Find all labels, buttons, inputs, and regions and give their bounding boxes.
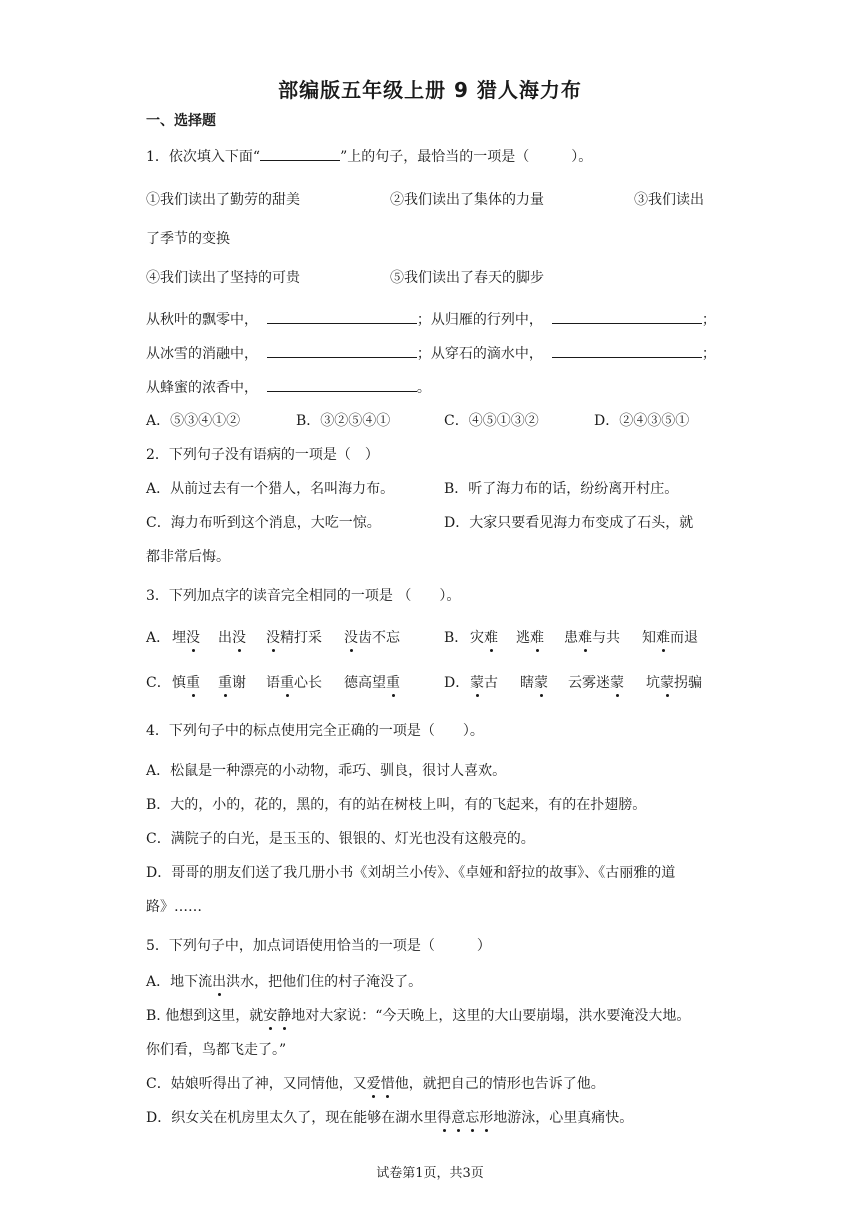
q2-option-d[interactable]: D．大家只要看见海力布变成了石头，就 xyxy=(444,515,694,531)
q4-option-b[interactable]: B．大的，小的，花的，黑的，有的站在树枝上叫，有的飞起来，有的在扑翅膀。 xyxy=(146,797,647,813)
option-label: A． xyxy=(146,630,171,646)
q4-option-a[interactable]: A．松鼠是一种漂亮的小动物，乖巧、驯良，很讨人喜欢。 xyxy=(146,763,507,779)
q5-option-a[interactable]: A．地下流出 洪水，把他们住的村子淹没了。 xyxy=(146,972,422,992)
answer-blank xyxy=(260,146,340,161)
dotted-char: 意 xyxy=(451,1110,465,1126)
q1-fill-line-3 xyxy=(146,377,431,398)
dotted-char: 重 xyxy=(218,675,232,691)
option-label: B． xyxy=(444,630,469,646)
word-item: 德高望重 xyxy=(344,673,400,693)
dotted-char: 难 xyxy=(578,630,592,646)
dotted-char: 蒙 xyxy=(534,675,548,691)
q1-option-d[interactable]: D．②④③⑤① xyxy=(594,413,690,429)
dotted-char: 蒙 xyxy=(610,675,624,691)
dotted-char: 重 xyxy=(280,675,294,691)
q1-option-c[interactable]: C．④⑤①③② xyxy=(444,413,539,429)
fill-text: ；从穿石的滴水中， xyxy=(416,346,543,362)
question-1-stem xyxy=(146,146,592,167)
fill-text: ；从归雁的行列中， xyxy=(416,312,543,328)
word-item: 灾难 xyxy=(470,628,498,648)
dotted-char: 重 xyxy=(386,675,400,691)
dotted-char: 没 xyxy=(266,630,280,646)
word-item: 患难 与共 xyxy=(564,628,620,648)
word-item: 出没 xyxy=(218,628,246,648)
question-3-stem: 3．下列加点字的读音完全相同的一项是 （ ）。 xyxy=(146,588,461,604)
q1-stem-part-a: 1．依次填入下面“ xyxy=(146,149,261,165)
word-item: 云雾迷蒙 xyxy=(568,673,624,693)
q1-fill-line-2 xyxy=(146,343,716,364)
dotted-char: 难 xyxy=(484,630,498,646)
q1-stem-part-b: ”上的句子，最恰当的一项是（ ）。 xyxy=(340,149,593,165)
word-item: 慎重 xyxy=(172,673,200,693)
fill-text: 从蜂蜜的浓香中， xyxy=(146,380,258,396)
fill-text: 从秋叶的飘零中， xyxy=(146,312,258,328)
answer-blank xyxy=(552,343,702,358)
q3-option-c[interactable] xyxy=(146,673,400,693)
q1-option-a[interactable]: A．⑤③④①② xyxy=(146,413,241,429)
word-item: 没 齿不忘 xyxy=(344,628,400,648)
word-item: 没 精打采 xyxy=(266,628,322,648)
option-label: C． xyxy=(146,675,171,691)
q3-option-d[interactable] xyxy=(444,673,702,693)
q1-statement-2: ②我们读出了集体的力量 xyxy=(390,192,544,208)
dotted-char: 没 xyxy=(186,630,200,646)
question-4-stem: 4．下列句子中的标点使用完全正确的一项是（ ）。 xyxy=(146,723,484,739)
q3-option-b[interactable] xyxy=(444,628,698,648)
answer-blank xyxy=(552,309,702,324)
q4-option-d[interactable]: D．哥哥的朋友们送了我几册小书《刘胡兰小传》、《卓娅和舒拉的故事》、《古丽雅的道 xyxy=(146,865,676,881)
question-5-stem: 5．下列句子中，加点词语使用恰当的一项是（ ） xyxy=(146,938,491,954)
q1-statement-5: ⑤我们读出了春天的脚步 xyxy=(390,270,544,286)
q1-statement-4: ④我们读出了坚持的可贵 xyxy=(146,270,300,286)
section-heading: 一、选择题 xyxy=(146,113,216,129)
dotted-char: 蒙 xyxy=(470,675,484,691)
q3-option-a[interactable] xyxy=(146,628,400,648)
word-item: 重 谢 xyxy=(218,673,246,693)
dotted-char: 蒙 xyxy=(660,675,674,691)
page-title: 部编版五年级上册 9 猎人海力布 xyxy=(278,78,582,102)
answer-blank xyxy=(267,377,417,392)
dotted-char: 静 xyxy=(277,1008,291,1024)
dotted-char: 惜 xyxy=(381,1076,395,1092)
q5-option-d[interactable]: D．织女关在机房里太久了，现在能够在湖水里得 意 忘 形 地游泳，心里真痛快。 xyxy=(146,1108,633,1128)
q4-option-c[interactable]: C．满院子的白光，是玉玉的、银银的、灯光也没有这般亮的。 xyxy=(146,831,535,847)
dotted-char: 得 xyxy=(437,1110,451,1126)
word-item: 语重 心长 xyxy=(266,673,322,693)
word-item: 埋没 xyxy=(172,628,200,648)
answer-blank xyxy=(267,343,417,358)
dotted-char: 安 xyxy=(263,1008,277,1024)
dotted-char: 没 xyxy=(344,630,358,646)
fill-text: 从冰雪的消融中， xyxy=(146,346,258,362)
fill-text: ； xyxy=(701,312,716,328)
word-item: 知难 而退 xyxy=(642,628,698,648)
q1-statement-3: ③我们读出 xyxy=(634,192,704,208)
dotted-char: 形 xyxy=(479,1110,493,1126)
q1-fill-line-1 xyxy=(146,309,716,330)
fill-text: 。 xyxy=(416,380,431,396)
dotted-char: 爱 xyxy=(367,1076,381,1092)
word-item: 坑蒙 拐骗 xyxy=(646,673,702,693)
q1-statement-3-cont: 了季节的变换 xyxy=(146,231,230,247)
q5-option-c[interactable]: C．姑娘听得出了神，又同情他，又爱 惜 他，就把自己的情形也告诉了他。 xyxy=(146,1074,605,1094)
word-item: 逃难 xyxy=(516,628,544,648)
q4-option-d-cont: 路》…… xyxy=(146,899,202,915)
answer-blank xyxy=(267,309,417,324)
page-footer: 试卷第1页，共3页 xyxy=(376,1166,484,1181)
q2-option-d-cont: 都非常后悔。 xyxy=(146,549,230,565)
q1-statement-1: ①我们读出了勤劳的甜美 xyxy=(146,192,300,208)
dotted-char: 难 xyxy=(656,630,670,646)
word-item: 蒙 古 xyxy=(470,673,498,693)
dotted-char: 难 xyxy=(530,630,544,646)
q2-option-b[interactable]: B．听了海力布的话，纷纷离开村庄。 xyxy=(444,481,679,497)
q2-option-a[interactable]: A．从前过去有一个猎人，名叫海力布。 xyxy=(146,481,395,497)
word-item: 瞎蒙 xyxy=(520,673,548,693)
dotted-char: 没 xyxy=(232,630,246,646)
q2-option-c[interactable]: C．海力布听到这个消息，大吃一惊。 xyxy=(146,515,381,531)
q5-option-b[interactable]: B. 他想到这里，就安 静 地对大家说：“今天晚上，这里的大山要崩塌，洪水要淹没大地。 xyxy=(146,1006,690,1026)
q1-option-b[interactable]: B．③②⑤④① xyxy=(296,413,391,429)
dotted-char: 重 xyxy=(186,675,200,691)
dotted-char: 忘 xyxy=(465,1110,479,1126)
dotted-char: 出 xyxy=(212,974,226,990)
fill-text: ； xyxy=(701,346,716,362)
option-label: D． xyxy=(444,675,470,691)
q5-option-b-cont: 你们看，鸟都飞走了。” xyxy=(146,1042,287,1058)
question-2-stem: 2．下列句子没有语病的一项是（ ） xyxy=(146,447,379,463)
